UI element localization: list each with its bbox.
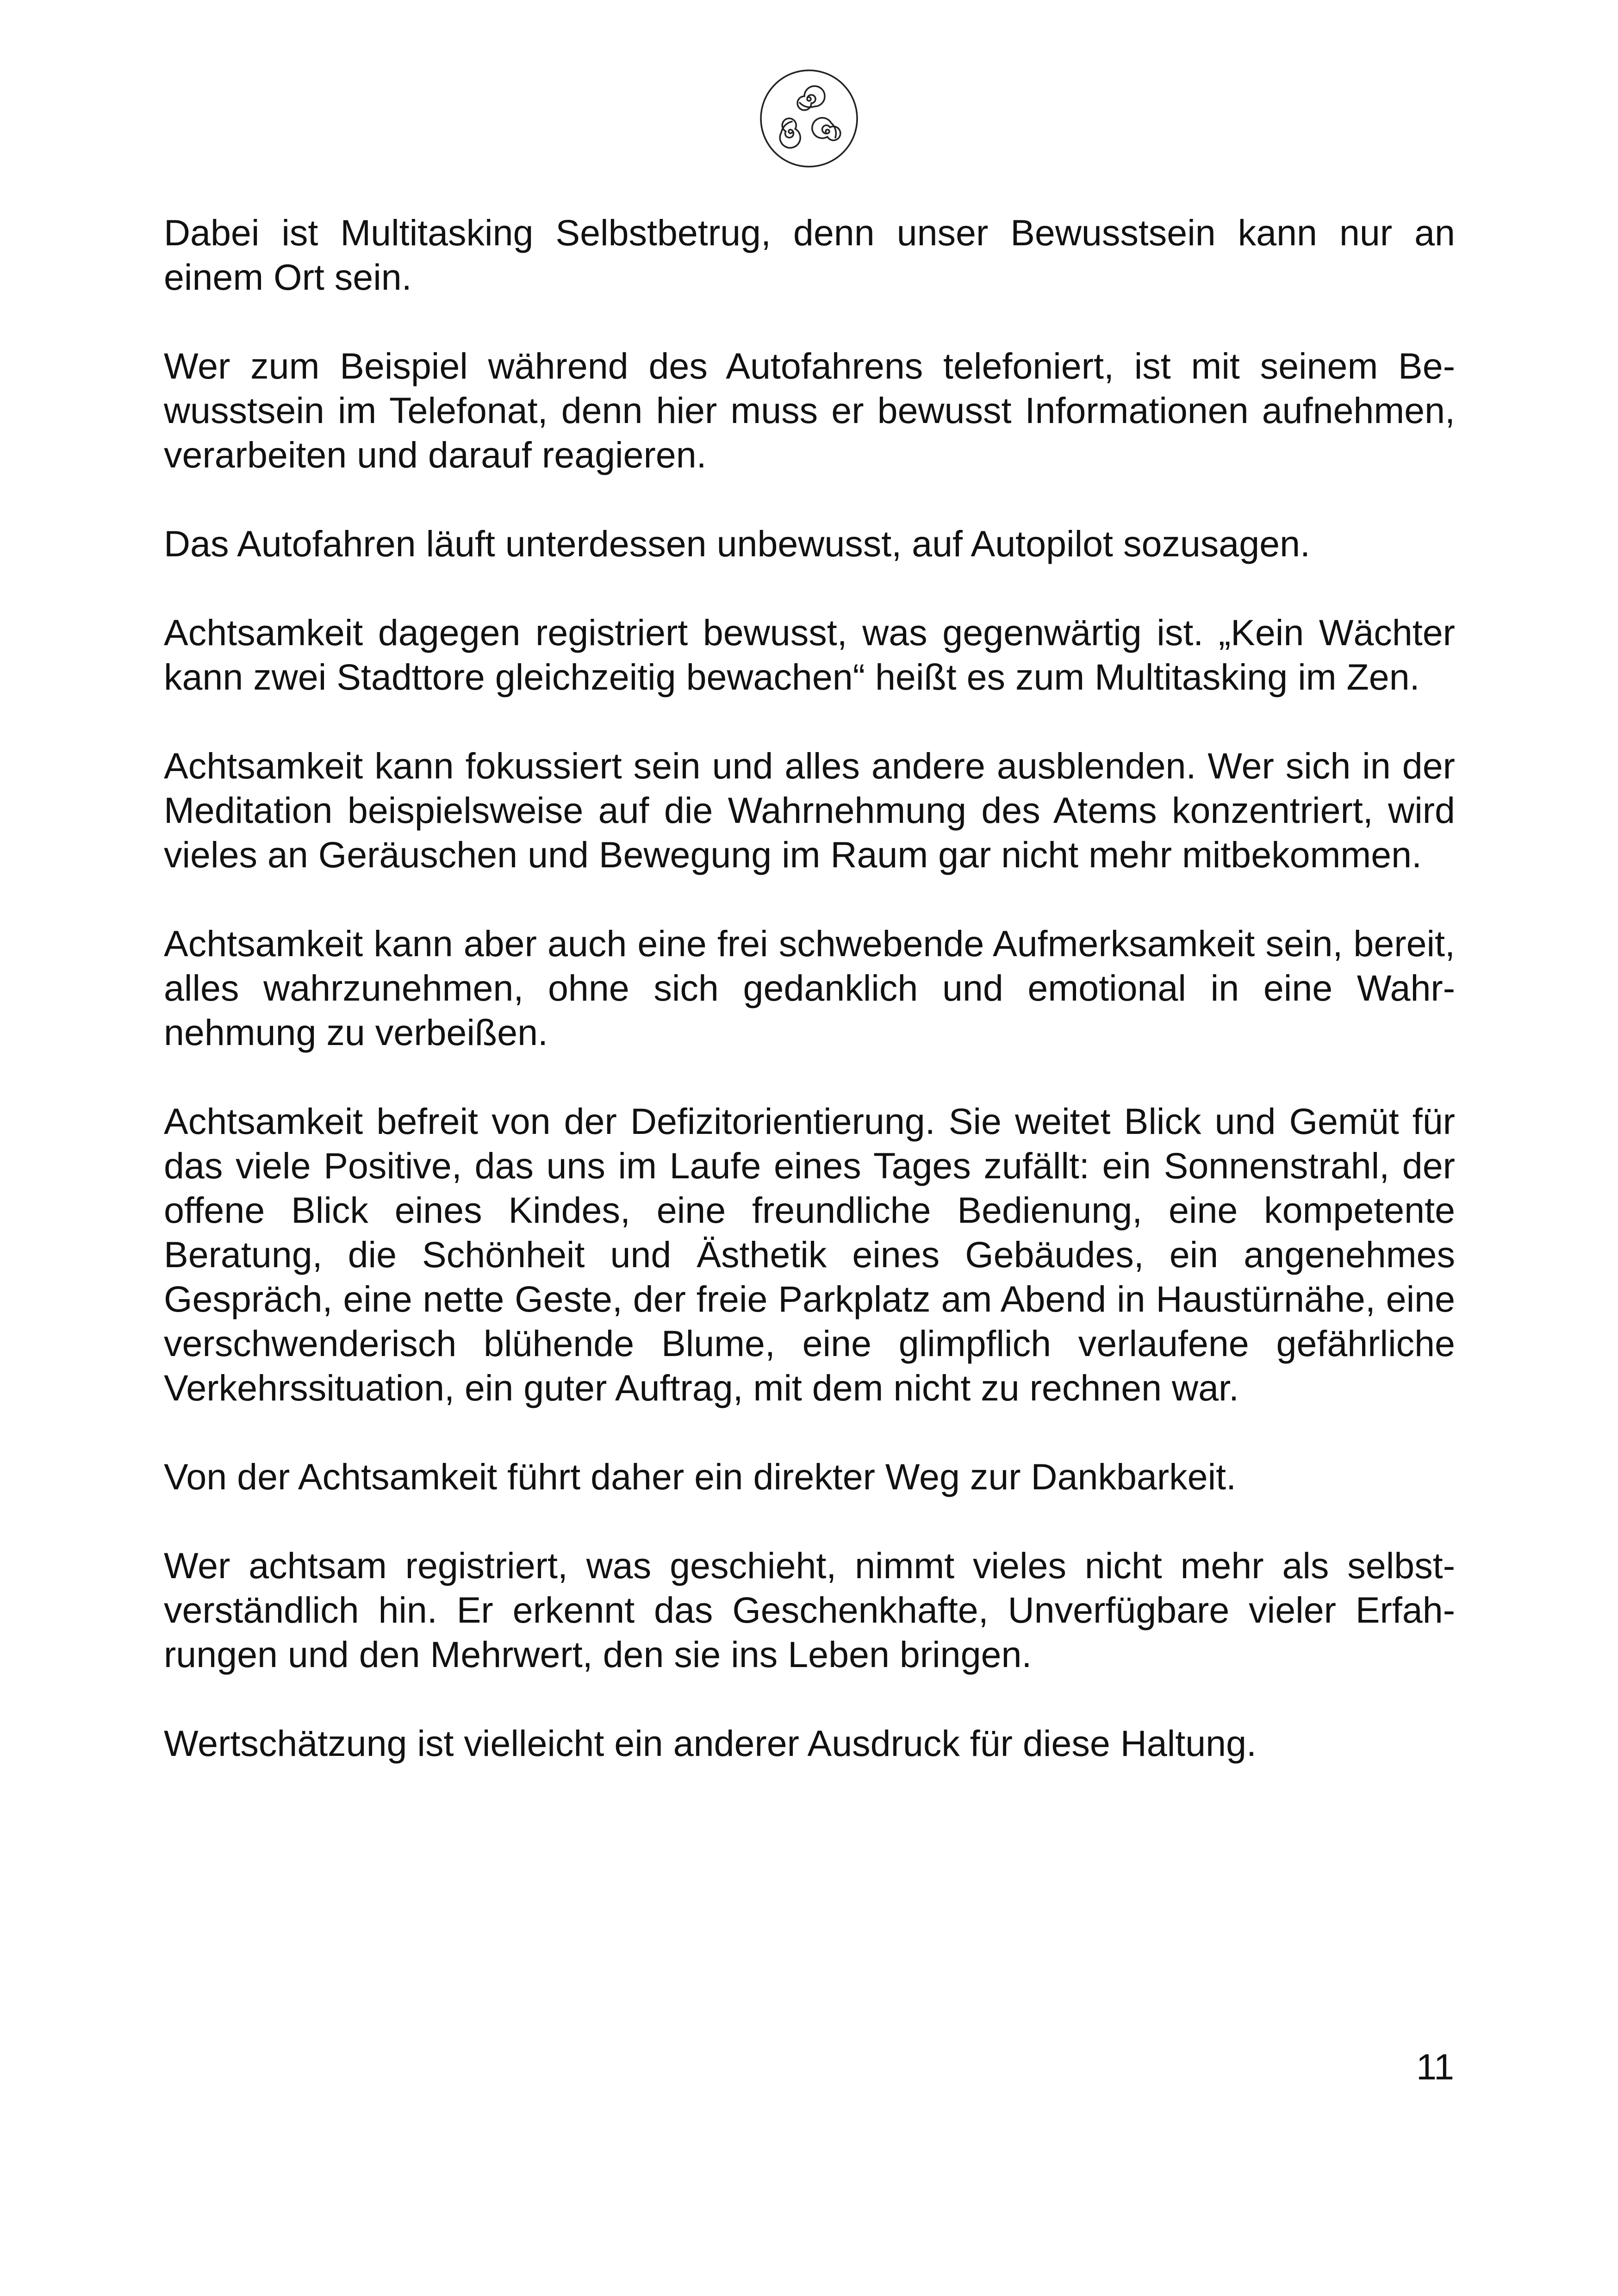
paragraph: Wer zum Beispiel während des Autofahrens telefoniert, ist mit seinem Bewusstsein im Telefonat, denn hier muss er bewusst Informationen aufnehmen, verarbeiten und darauf reagieren. bbox=[164, 345, 1455, 475]
paragraph: Achtsamkeit befreit von der Defizitorientierung. Sie weitet Blick und Gemüt für das viele Positive, das uns im Laufe eines Tages zufällt: ein Sonnenstrahl, der offene Blick eines Kindes, eine freundliche Bedienung, eine kompetente Beratung, die Schönheit und Ästhetik eines Gebäudes, ein angenehmes Gespräch, eine nette Geste, der freie Parkplatz am Abend in Haustürnähe, eine verschwenderisch blühende Blume, eine glimpflich verlaufene gefährliche Verkehrssituation, ein guter Auftrag, mit dem nicht zu rechnen war. bbox=[164, 1101, 1455, 1408]
page-number: 11 bbox=[1416, 2046, 1454, 2087]
paragraph: Achtsamkeit dagegen registriert bewusst, was gegenwärtig ist. „Kein Wächter kann zwei Stadttore gleichzeitig bewachen“ heißt es zum Multitasking im Zen. bbox=[164, 612, 1455, 697]
paragraph: Wertschätzung ist vielleicht ein anderer Ausdruck für diese Haltung. bbox=[164, 1723, 1257, 1764]
paragraph: Achtsamkeit kann aber auch eine frei schwebende Aufmerksamkeit sein, bereit, alles wahrzunehmen, ohne sich gedanklich und emotional in eine Wahrnehmung zu verbeißen. bbox=[164, 923, 1455, 1053]
triskele-spiral-icon bbox=[753, 63, 865, 174]
paragraph: Dabei ist Multitasking Selbstbetrug, denn unser Bewusstsein kann nur an einem Ort sein. bbox=[164, 212, 1455, 298]
paragraph: Das Autofahren läuft unterdessen unbewusst, auf Autopilot sozusagen. bbox=[164, 523, 1311, 564]
paragraph: Von der Achtsamkeit führt daher ein direkter Weg zur Dankbarkeit. bbox=[164, 1456, 1237, 1497]
paragraph: Wer achtsam registriert, was geschieht, nimmt vieles nicht mehr als selbstverständlich hin. Er erkennt das Geschenkhafte, Unverfügbare vieler Erfahrungen und den Mehrwert, den sie ins Leben bringen. bbox=[164, 1545, 1455, 1675]
paragraph: Achtsamkeit kann fokussiert sein und alles andere ausblenden. Wer sich in der Meditation beispielsweise auf die Wahrnehmung des Atems konzentriert, wird vieles an Geräuschen und Bewegung im Raum gar nicht mehr mitbekommen. bbox=[164, 745, 1455, 875]
body-text bbox=[164, 211, 1455, 1766]
